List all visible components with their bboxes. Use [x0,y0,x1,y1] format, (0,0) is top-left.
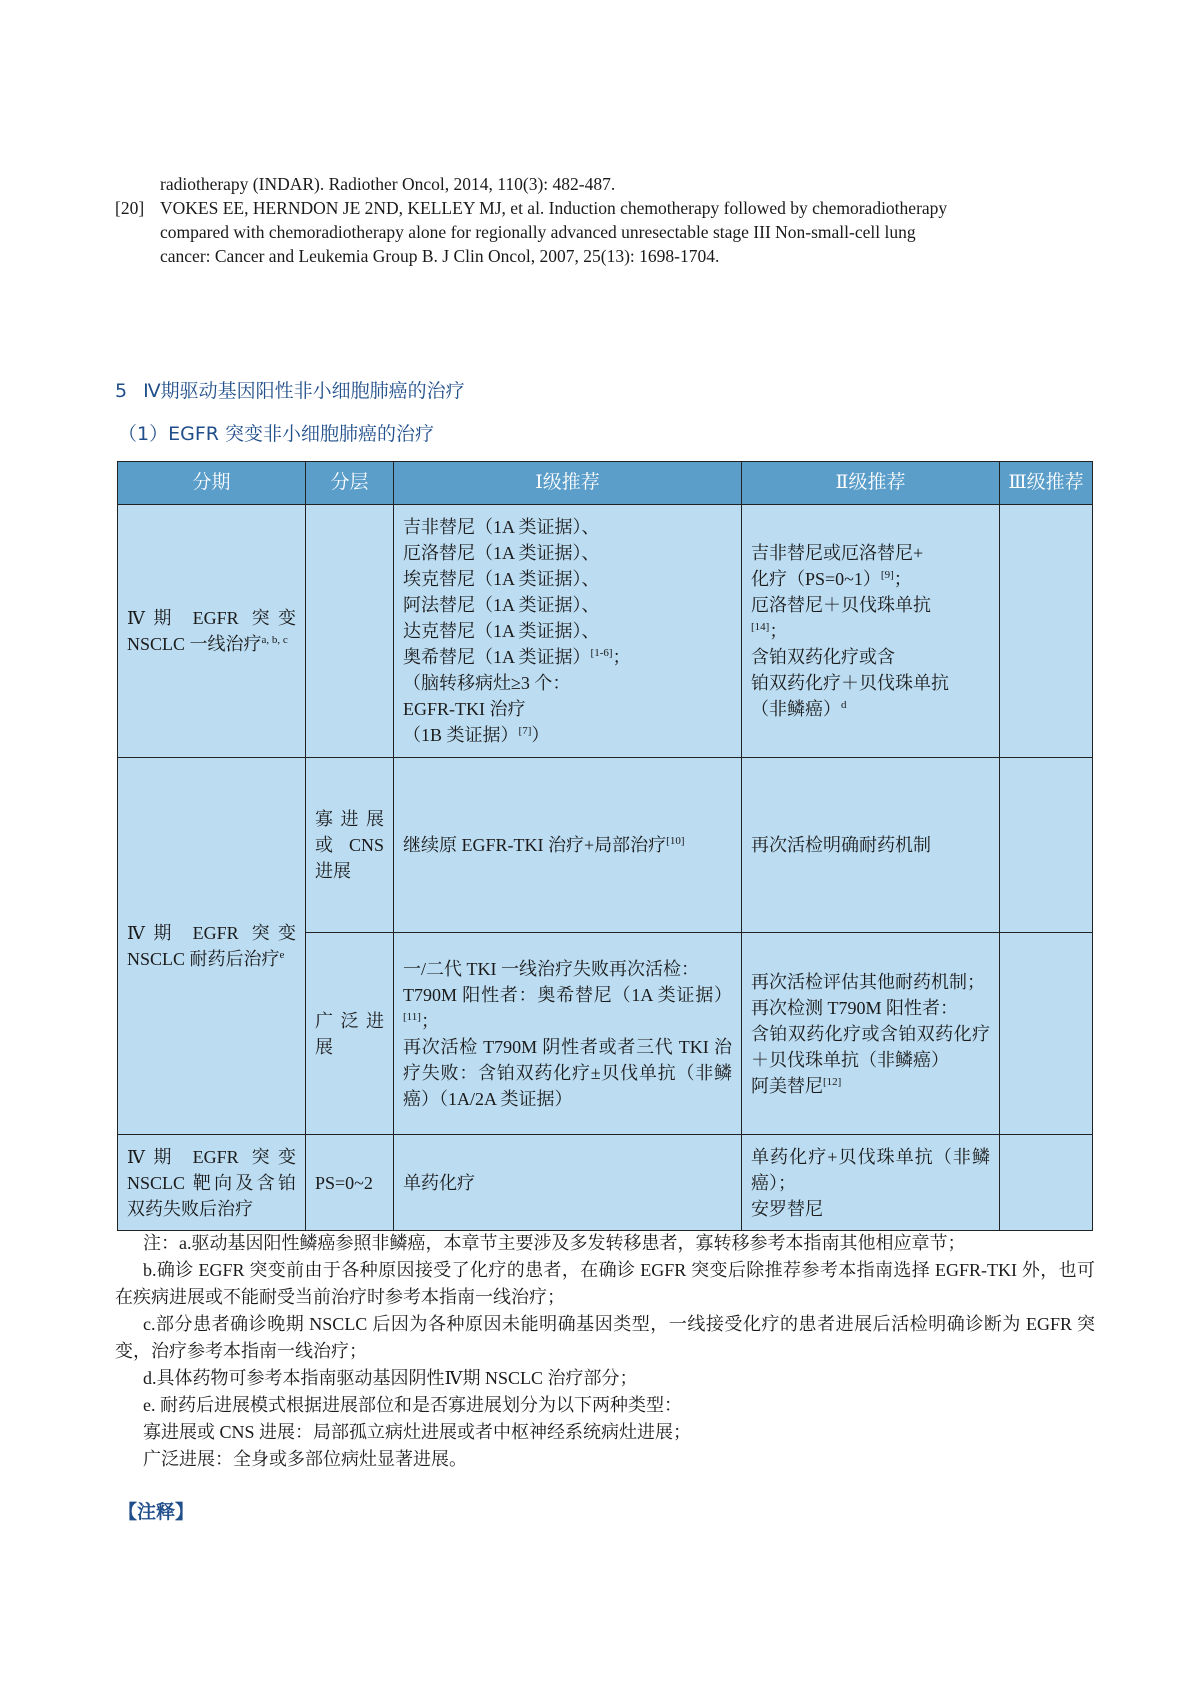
level-1-cell: 单药化疗 [394,1135,742,1231]
table-row [118,505,1093,758]
cell-text: （非鳞癌） [751,699,841,719]
note-paragraph: 注：a.驱动基因阳性鳞癌参照非鳞癌，本章节主要涉及多发转移患者，寡转移参考本指南其他相应章节； [143,1233,966,1253]
cell-text: 阿美替尼 [751,1075,823,1096]
footnote-marker: d [841,699,847,711]
citation-marker: [7] [518,725,532,737]
cell-line: （脑转移病灶≥3 个： [403,673,571,693]
citation-marker: [9] [880,569,894,581]
citation-number: 1-6 [594,647,609,659]
cell-text: ； [769,621,788,641]
reference-line [115,220,1105,244]
citation-marker: [1-6] [590,647,613,659]
level-2-cell [742,505,1000,758]
citation-marker: [11] [403,1010,421,1023]
stage-cell [118,505,306,758]
section-title-text: Ⅳ期驱动基因阳性非小细胞肺癌的治疗 [143,380,465,402]
header-level-1: Ⅰ级推荐 [394,462,742,505]
cell-line: 埃克替尼（1A 类证据）、 [403,569,600,589]
level-2-cell [742,933,1000,1135]
cell-line [403,644,732,670]
reference-text: radiotherapy (INDAR). Radiother Oncol, 2014, 110(3): 482-487. [160,174,616,194]
header-level-2: Ⅱ级推荐 [742,462,1000,505]
cell-text: ； [612,647,631,667]
cell-line: 一/二代 TKI 一线治疗失败再次活检： [403,958,699,979]
cell-line: 厄洛替尼（1A 类证据）、 [403,543,600,563]
note-paragraph: 广泛进展：全身或多部位病灶显著进展。 [143,1449,467,1469]
cell-line: 铂双药化疗＋贝伐珠单抗 [751,673,949,693]
section-number: 5 [115,380,128,402]
annotation-heading: 【注释】 [118,1501,195,1523]
citation-marker: [12] [823,1075,842,1088]
cell-line [403,982,732,1034]
reference-number: [20] [115,198,145,218]
footnote-marker: e [279,949,285,961]
citation-number: 10 [669,835,681,847]
cell-text: T790M 阳性者：奥希替尼（1A 类证据） [403,984,732,1005]
level-2-cell [742,1135,1000,1231]
cell-line: 单药化疗+贝伐珠单抗（非鳞癌）； [751,1146,990,1193]
cell-line: 含铂双药化疗或含铂双药化疗＋贝伐珠单抗（非鳞癌） [751,1023,990,1070]
reference-line [115,244,1105,268]
level-1-cell [394,505,742,758]
note-paragraph: c.部分患者确诊晚期 NSCLC 后因为各种原因未能明确基因类型，一线接受化疗的患者进展后活检明确诊断为 EGFR 突变，治疗参考本指南一线治疗； [115,1314,1095,1361]
citation-marker: [10] [666,835,685,847]
subsection-title: （1）EGFR 突变非小细胞肺癌的治疗 [118,423,434,445]
cell-line: 达克替尼（1A 类证据）、 [403,621,600,641]
table-row [118,758,1093,933]
reference-text: VOKES EE, HERNDON JE 2ND, KELLEY MJ, et al. Induction chemotherapy followed by chemoradiotherapy [160,198,948,218]
note-paragraph: b.确诊 EGFR 突变前由于各种原因接受了化疗的患者，在确诊 EGFR 突变后除推荐参考本指南选择 EGFR-TKI 外，也可在疾病进展或不能耐受当前治疗时参考本指南一线治疗； [115,1260,1095,1307]
cell-line: 安罗替尼 [751,1198,823,1219]
table-row [118,1135,1093,1231]
cell-text: 化疗（PS=0~1） [751,569,881,589]
layer-cell: 广泛进展 [306,933,394,1135]
header-level-3: Ⅲ级推荐 [1000,462,1093,505]
reference-line [115,172,1105,196]
reference-text: compared with chemoradiotherapy alone for regionally advanced unresectable stage III Non-small-cell lung [160,222,916,242]
cell-line [751,618,990,644]
citation-number: 11 [406,1010,418,1023]
cell-line: EGFR-TKI 治疗 [403,699,526,719]
reference-text: cancer: Cancer and Leukemia Group B. J Clin Oncol, 2007, 25(13): 1698-1704. [160,246,720,266]
section-title [115,376,465,403]
cell-line: 再次活检 T790M 阴性者或者三代 TKI 治疗失败：含铂双药化疗±贝伐单抗（非鳞癌）（1A/2A 类证据） [403,1036,732,1109]
table-notes [115,1230,1095,1473]
reference-line [115,196,1105,220]
reference-list [115,172,1105,268]
citation-marker: [14] [751,621,770,633]
level-3-cell [1000,1135,1093,1231]
cell-line: 含铂双药化疗或含 [751,647,895,667]
citation-number: 7 [522,725,528,737]
level-1-cell [394,758,742,933]
header-stage: 分期 [118,462,306,505]
cell-line: 阿法替尼（1A 类证据）、 [403,595,600,615]
cell-line [751,696,990,722]
citation-number: 9 [884,569,891,581]
cell-line [751,566,990,592]
layer-cell [306,505,394,758]
layer-cell: PS=0~2 [306,1135,394,1231]
cell-line [403,722,732,748]
table-header-row [118,462,1093,505]
note-paragraph: e. 耐药后进展模式根据进展部位和是否寡进展划分为以下两种类型： [143,1395,682,1415]
cell-line: 再次检测 T790M 阳性者： [751,997,958,1018]
cell-text: 奥希替尼（1A 类证据） [403,647,591,667]
note-paragraph: 寡进展或 CNS 进展：局部孤立病灶进展或者中枢神经系统病灶进展； [143,1422,692,1442]
stage-text: Ⅳ期 EGFR 突变 NSCLC 一线治疗 [127,608,296,654]
level-3-cell [1000,758,1093,933]
stage-cell [118,758,306,1135]
level-2-cell: 再次活检明确耐药机制 [742,758,1000,933]
level-1-cell [394,933,742,1135]
cell-text: ） [531,725,550,745]
cell-line: 再次活检评估其他耐药机制； [751,971,985,992]
level-3-cell [1000,505,1093,758]
cell-line: 厄洛替尼＋贝伐珠单抗 [751,595,931,615]
stage-cell: Ⅳ期 EGFR 突变 NSCLC 靶向及含铂双药失败后治疗 [118,1135,306,1231]
cell-text: 继续原 EGFR-TKI 治疗+局部治疗 [403,835,667,855]
layer-cell: 寡进展或 CNS 进展 [306,758,394,933]
note-paragraph: d.具体药物可参考本指南驱动基因阴性Ⅳ期 NSCLC 治疗部分； [143,1368,638,1388]
header-layer: 分层 [306,462,394,505]
cell-line: 吉非替尼（1A 类证据）、 [403,517,600,537]
citation-number: 12 [826,1075,838,1088]
footnote-marker: a, b, c [261,634,288,646]
citation-number: 14 [754,621,766,633]
cell-text: ； [893,569,912,589]
cell-line [751,1073,990,1099]
cell-text: ； [420,1010,439,1031]
recommendation-table [117,461,1093,1231]
cell-text: （1B 类证据） [403,725,519,745]
cell-line: 吉非替尼或厄洛替尼+ [751,543,924,563]
level-3-cell [1000,933,1093,1135]
stage-text: Ⅳ期 EGFR 突变 NSCLC 耐药后治疗 [127,923,296,969]
